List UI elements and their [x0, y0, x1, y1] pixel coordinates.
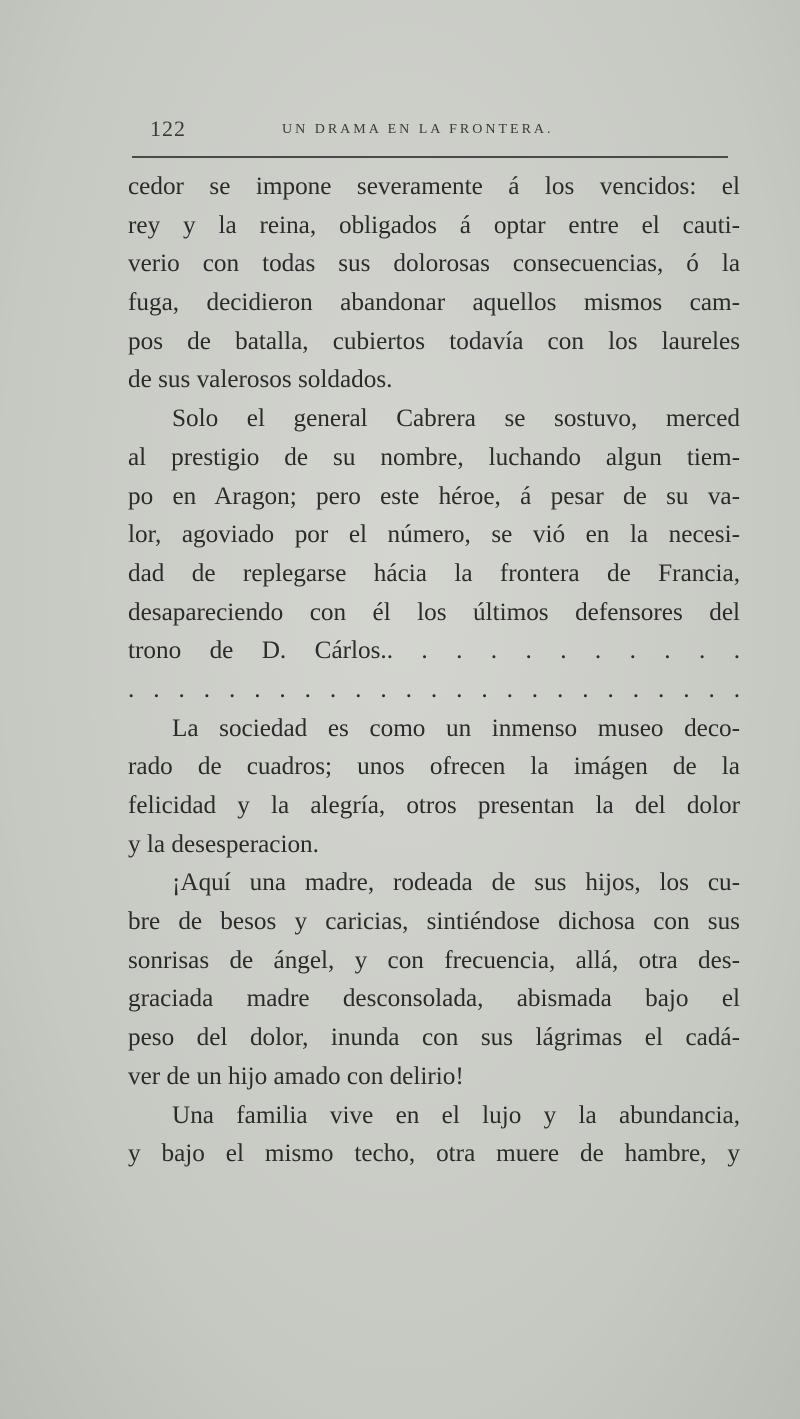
text-line: po en Aragon; pero este héroe, á pesar de su va- [128, 482, 740, 510]
header-rule [132, 156, 728, 158]
page-header [132, 116, 728, 146]
text-line: desapareciendo con él los últimos defensores del [128, 598, 740, 626]
text-line: de sus valerosos soldados. [128, 366, 393, 394]
text-line: Una familia vive en el lujo y la abundancia, [172, 1101, 740, 1129]
text-line: cedor se impone severamente á los vencidos: el [128, 173, 740, 200]
text-line: y bajo el mismo techo, otra muere de hambre, y [128, 1140, 740, 1168]
text-line: bre de besos y caricias, sintiéndose dichosa con sus [128, 908, 740, 936]
text-line: rado de cuadros; unos ofrecen la imágen de la [128, 753, 740, 781]
text-line: rey y la reina, obligados á optar entre el cauti- [128, 211, 740, 239]
text-line: peso del dolor, inunda con sus lágrimas el cadá- [128, 1024, 740, 1052]
running-title: UN DRAMA EN LA FRONTERA. [282, 122, 554, 137]
text-line: fuga, decidieron abandonar aquellos mismos cam- [128, 289, 740, 317]
text-line: ¡Aquí una madre, rodeada de sus hijos, los cu- [172, 869, 740, 897]
text-line: ver de un hijo amado con delirio! [128, 1062, 464, 1090]
body-text [128, 168, 740, 1174]
page-number: 122 [150, 116, 186, 141]
text-line: al prestigio de su nombre, luchando algun tiem- [128, 443, 740, 471]
text-line: sonrisas de ángel, y con frecuencia, allá, otra des- [128, 946, 740, 974]
text-line: felicidad y la alegría, otros presentan la del dolor [128, 792, 740, 819]
text-line: verio con todas sus dolorosas consecuencias, ó la [128, 250, 740, 278]
text-line: . . . . . . . . . . . . . . . . . . . . . . . . . [128, 675, 740, 703]
text-line: pos de batalla, cubiertos todavía con los laureles [128, 327, 740, 355]
text-line: graciada madre desconsolada, abismada bajo el [128, 985, 740, 1013]
text-line: dad de replegarse hácia la frontera de Francia, [128, 559, 740, 587]
text-line: lor, agoviado por el número, se vió en la necesi- [128, 521, 740, 549]
text-line: y la desesperacion. [128, 830, 319, 858]
text-line: La sociedad es como un inmenso museo deco- [172, 714, 740, 742]
text-line: trono de D. Cárlos.. . . . . . . . . . . [128, 637, 740, 665]
text-line: Solo el general Cabrera se sostuvo, merced [172, 405, 740, 433]
